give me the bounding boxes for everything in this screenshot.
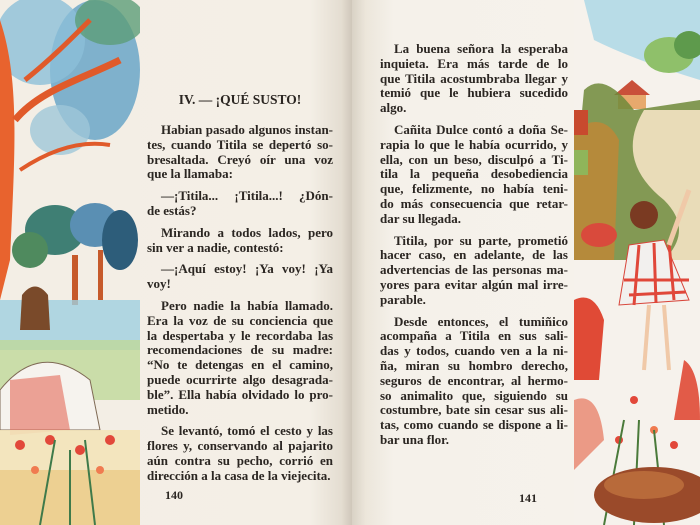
text-line: Habian pasado algunos instan- <box>161 122 333 137</box>
text-line: parable. <box>380 291 426 307</box>
text-line: “No te detengas en el camino, <box>147 357 333 373</box>
chapter-title: IV. — ¡QUÉ SUSTO! <box>178 92 302 107</box>
text-line: Cañita Dulce contó a doña Se- <box>394 121 568 137</box>
text-line: inquieta. Era más tarde de lo <box>380 55 568 71</box>
text-line: la despertaba y le recordaba las <box>147 327 333 343</box>
text-line: Desde entonces, el tumiñico <box>394 313 568 329</box>
text-line: voy! <box>147 276 171 292</box>
illustration-girl-on-road <box>574 0 700 525</box>
paragraph <box>147 424 333 483</box>
text-line: Se levantó, tomó el cesto y las <box>161 423 333 439</box>
text-line: que la llamaba: <box>147 166 233 182</box>
paragraph <box>380 42 568 116</box>
paragraph <box>380 234 568 308</box>
text-line: so animalito que, siguiendo su <box>380 387 568 403</box>
text-line: do más consecuencia que retar- <box>380 195 568 211</box>
text-line: La buena señora la esperaba <box>394 41 568 56</box>
text-line: ble”. Ella había olvidado lo pro- <box>147 386 333 402</box>
text-line: Mirando a todos lados, pero <box>161 224 333 240</box>
page-number-left: 140 <box>165 488 183 502</box>
text-line: —¡Aquí estoy! ¡Ya voy! ¡Ya <box>161 261 333 277</box>
text-line: flores y, conservando al pajarito <box>147 438 333 454</box>
text-line: tas, como cuando se dispone a li- <box>380 417 568 433</box>
paragraph <box>380 315 568 448</box>
left-page-text <box>147 123 333 491</box>
paragraph <box>147 189 333 219</box>
right-page-text <box>380 42 568 455</box>
text-line: —¡Titila... ¡Titila...! ¿Dón- <box>161 188 333 204</box>
text-line: puede ocurrirte algo desagrada- <box>147 371 333 387</box>
text-line: hacer caso, en adelante, de las <box>380 247 568 263</box>
paragraph <box>147 123 333 182</box>
text-line: de estás? <box>147 202 197 218</box>
text-line: Pero nadie la había llamado. <box>161 297 333 313</box>
text-line: recomendaciones de su madre: <box>147 342 333 358</box>
text-line: costumbre, bate sin cesar sus ali- <box>380 402 568 418</box>
text-line: Titila, por su parte, prometió <box>394 232 568 248</box>
text-line: que Titila acostumbraba llegar y <box>380 70 568 86</box>
text-line: dar su llegada. <box>380 210 462 226</box>
text-line: rapia lo que le había ocurrido, y <box>380 136 568 152</box>
page-number-right: 141 <box>519 491 537 505</box>
text-line: algo. <box>380 100 407 116</box>
text-line: yores para evitar algún mal irre- <box>380 276 568 292</box>
text-line: bar una flor. <box>380 431 449 447</box>
right-page <box>352 0 700 525</box>
text-line: temió que le hubiera sucedido <box>380 85 568 101</box>
text-line: bresaltada. Creyó oír una voz <box>147 151 333 167</box>
paragraph <box>147 299 333 417</box>
paragraph <box>147 226 333 256</box>
text-line: dirección a la casa de la viejecita. <box>147 467 331 483</box>
text-line: que, felizmente, no había teni- <box>380 181 568 197</box>
text-line: seguros de encontrar, al hermo- <box>380 372 568 388</box>
text-line: das y todos, cuando ven a la ni- <box>380 343 568 359</box>
text-line: advertencias de las personas ma- <box>380 262 568 278</box>
text-line: acompaña a Titila en sus sali- <box>380 328 568 344</box>
text-line: Era la voz de su conciencia que <box>147 312 333 328</box>
text-line: ella, con un beso, disculpó a Ti- <box>380 151 568 167</box>
illustration-girl-under-tree <box>0 0 140 525</box>
text-line: tes, cuando Titila se depertó so- <box>147 136 333 152</box>
text-line: aún contra su pecho, corrió en <box>147 452 333 468</box>
paragraph <box>147 262 333 292</box>
text-line: tila la pequeña desobediencia <box>380 166 568 182</box>
paragraph <box>380 123 568 227</box>
text-line: sin ver a nadie, contestó: <box>147 239 284 255</box>
text-line: metido. <box>147 401 189 417</box>
text-line: ña, miran su hombro derecho, <box>380 357 568 373</box>
